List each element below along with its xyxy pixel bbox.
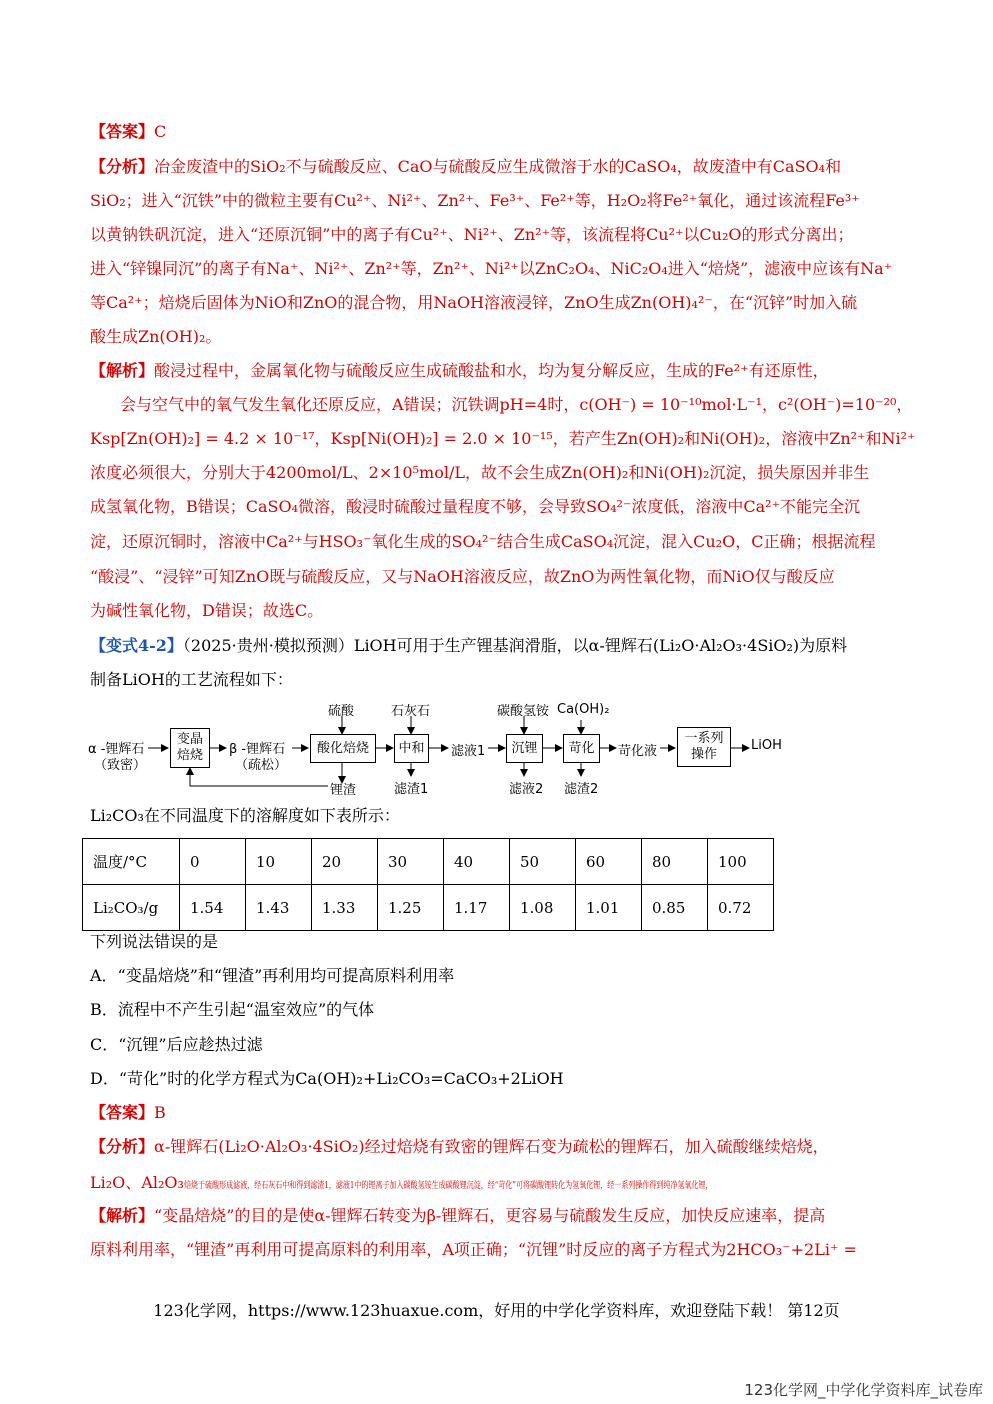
explain-text: “变晶焙烧”的目的是使α-锂辉石转变为β-锂辉石，更容易与硫酸发生反应，加快反应速率，提高	[154, 1206, 826, 1225]
analysis-text: 冶金废渣中的SiO₂不与硫酸反应、CaO与硫酸反应生成微溶于水的CaSO₄，故废渣中有CaSO₄和	[154, 157, 842, 176]
analysis-text: α-锂辉石(Li₂O·Al₂O₃·4SiO₂)经过焙烧有致密的锂辉石变为疏松的锂辉石，加入硫酸继续焙烧，	[154, 1137, 829, 1156]
explain-text: 酸浸过程中，金属氧化物与硫酸反应生成硫酸盐和水，均为复分解反应，生成的Fe²⁺有还原性，	[154, 361, 829, 380]
analysis-text-small: 焙烧于硫酸形成滤液，经石灰石中和得到滤渣1，滤液1中的锂离子加入碳酸氢铵生成碳酸锂沉淀，经“苛化”可将碳酸锂转化为氢氧化锂，经一系列操作得到纯净氢氧化锂，	[183, 1181, 713, 1191]
analysis-line: SiO₂；进入“沉铁”中的微粒主要有Cu²⁺、Ni²⁺、Zn²⁺、Fe³⁺、Fe²⁺等，H₂O₂将Fe²⁺氧化，通过该流程Fe³⁺	[90, 191, 860, 210]
waste-filter-residue-2: 滤渣2	[564, 782, 599, 797]
variant-intro-2: 制备LiOH的工艺流程如下：	[90, 670, 293, 689]
explain-line	[90, 1206, 825, 1226]
explain-tag: 【解析】	[90, 1206, 155, 1225]
explain-line: 淀，还原沉铜时，溶液中Ca²⁺与HSO₃⁻氧化生成的SO₄²⁻结合生成CaSO₄沉淀，混入Cu₂O，C正确；根据流程	[90, 532, 876, 551]
table-cell: 1.25	[378, 885, 444, 931]
explain-line: 为碱性氧化物，D错误；故选C。	[90, 601, 324, 620]
step-box-neutralize: 中和	[394, 734, 429, 763]
analysis-text-big: Li₂O、Al₂O₃	[90, 1173, 184, 1192]
table-cell: 10	[246, 839, 312, 885]
waste-lithium-slag: 锂渣	[330, 783, 357, 798]
table-cell: 0.85	[642, 885, 708, 931]
table-cell: 100	[708, 839, 774, 885]
analysis-line: 等Ca²⁺；焙烧后固体为NiO和ZnO的混合物，用NaOH溶液浸锌，ZnO生成Zn(OH)₄²⁻，在“沉锌”时加入硫	[90, 293, 858, 312]
table-cell: 40	[444, 839, 510, 885]
option-a: A．“变晶焙烧”和“锂渣”再利用均可提高原料利用率	[90, 966, 455, 985]
step-box-acid-roast: 酸化焙烧	[310, 734, 376, 763]
site-watermark: 123化学网_中学化学资料库_试卷库	[744, 1381, 983, 1399]
explain-line: 会与空气中的氧气发生氧化还原反应，A错误；沉铁调pH=4时，c(OH⁻) = 10⁻¹⁰mol·L⁻¹，c²(OH⁻)=10⁻²⁰，	[120, 395, 913, 414]
reagent-limestone: 石灰石	[391, 704, 431, 719]
question-stem: 下列说法错误的是	[90, 932, 219, 951]
raw-material-label: α -锂辉石	[88, 742, 145, 757]
table-cell: 20	[312, 839, 378, 885]
table-cell: 1.08	[510, 885, 576, 931]
analysis-line: 酸生成Zn(OH)₂。	[90, 327, 222, 346]
table-cell: 0.72	[708, 885, 774, 931]
causticized-liquid-label: 苛化液	[618, 744, 658, 759]
analysis-line: 以黄钠铁矾沉淀，进入“还原沉铜”中的离子有Cu²⁺、Ni²⁺、Zn²⁺等，该流程将Cu²⁺以Cu₂O的形式分离出；	[90, 225, 854, 244]
reagent-calcium-hydroxide: Ca(OH)₂	[557, 702, 610, 717]
explain-line: 原料利用率，“锂渣”再利用可提高原料的利用率，A项正确；“沉锂”时反应的离子方程式为2HCO₃⁻+2Li⁺ =	[90, 1240, 857, 1259]
explain-line: Ksp[Zn(OH)₂] = 4.2 × 10⁻¹⁷，Ksp[Ni(OH)₂] = 2.0 × 10⁻¹⁵，若产生Zn(OH)₂和Ni(OH)₂，溶液中Zn²⁺和Ni²⁺	[90, 429, 916, 448]
table-cell: 60	[576, 839, 642, 885]
step-box-series-operations: 一系列 操作	[677, 727, 731, 767]
table-cell: 1.43	[246, 885, 312, 931]
analysis-line-compressed	[90, 1173, 862, 1196]
option-c: C．“沉锂”后应趁热过滤	[90, 1035, 263, 1054]
intermediate-label: β -锂辉石	[229, 742, 286, 757]
table-cell: 1.33	[312, 885, 378, 931]
waste-filtrate-2: 滤液2	[509, 782, 544, 797]
analysis-tag: 【分析】	[90, 157, 155, 176]
table-cell: 1.54	[180, 885, 246, 931]
table-cell: 50	[510, 839, 576, 885]
table-caption: Li₂CO₃在不同温度下的溶解度如下表所示：	[90, 806, 400, 825]
raw-material-state: （致密）	[94, 758, 147, 773]
row-label-temperature: 温度/°C	[83, 839, 180, 885]
table-cell: 1.17	[444, 885, 510, 931]
analysis-line: 进入“锌镍同沉”的离子有Na⁺、Ni²⁺、Zn²⁺等，Zn²⁺、Ni²⁺以ZnC₂O₄、NiC₂O₄进入“焙烧”，滤液中应该有Na⁺	[90, 259, 893, 278]
solubility-table	[82, 838, 774, 931]
filtrate-1-label: 滤液1	[451, 744, 486, 759]
answer-tag: 【答案】	[90, 1103, 155, 1122]
option-b: B．流程中不产生引起“温室效应”的气体	[90, 1000, 375, 1019]
explain-line: 成氢氧化物，B错误；CaSO₄微溶，酸浸时硫酸过量程度不够，会导致SO₄²⁻浓度低，溶液中Ca²⁺不能完全沉	[90, 497, 861, 516]
reagent-sulfuric-acid: 硫酸	[328, 704, 355, 719]
explain-tag: 【解析】	[90, 361, 155, 380]
step-box-causticize: 苛化	[563, 734, 600, 763]
answer-tag: 【答案】	[90, 122, 155, 141]
explain-line: “酸浸”、“浸锌”可知ZnO既与硫酸反应，又与NaOH溶液反应，故ZnO为两性氧化物，而NiO仅与酸反应	[90, 567, 835, 586]
table-row	[83, 885, 774, 931]
reagent-ammonium-bicarbonate: 碳酸氢铵	[497, 704, 550, 719]
intermediate-state: （疏松）	[235, 758, 288, 773]
explain-line: 浓度必须很大，分别大于4200mol/L、2×10⁵mol/L，故不会生成Zn(OH)₂和Ni(OH)₂沉淀，损失原因并非生	[90, 463, 870, 482]
table-row	[83, 839, 774, 885]
analysis-tag: 【分析】	[90, 1137, 155, 1156]
answer-line-2	[90, 1103, 166, 1123]
analysis-line	[90, 1137, 829, 1157]
option-d: D．“苛化”时的化学方程式为Ca(OH)₂+Li₂CO₃=CaCO₃+2LiOH	[90, 1069, 564, 1088]
answer-value: B	[154, 1103, 166, 1122]
table-cell: 0	[180, 839, 246, 885]
product-lioh: LiOH	[751, 738, 782, 753]
table-cell: 80	[642, 839, 708, 885]
variant-text: （2025·贵州·模拟预测）LiOH可用于生产锂基润滑脂，以α-锂辉石(Li₂O·Al₂O₃·4SiO₂)为原料	[182, 636, 848, 655]
waste-filter-residue-1: 滤渣1	[394, 782, 429, 797]
table-cell: 1.01	[576, 885, 642, 931]
page-footer: 123化学网，https://www.123huaxue.com，好用的中学化学资料库，欢迎登陆下载！ 第12页	[153, 1301, 840, 1320]
step-box-transform-roast: 变晶 焙烧	[170, 728, 210, 768]
step-box-lithium-precipitation: 沉锂	[506, 734, 543, 763]
row-label-solubility: Li₂CO₃/g	[83, 885, 180, 931]
table-cell: 30	[378, 839, 444, 885]
variant-tag: 【变式4-2】	[90, 636, 183, 655]
answer-value: C	[154, 122, 167, 141]
